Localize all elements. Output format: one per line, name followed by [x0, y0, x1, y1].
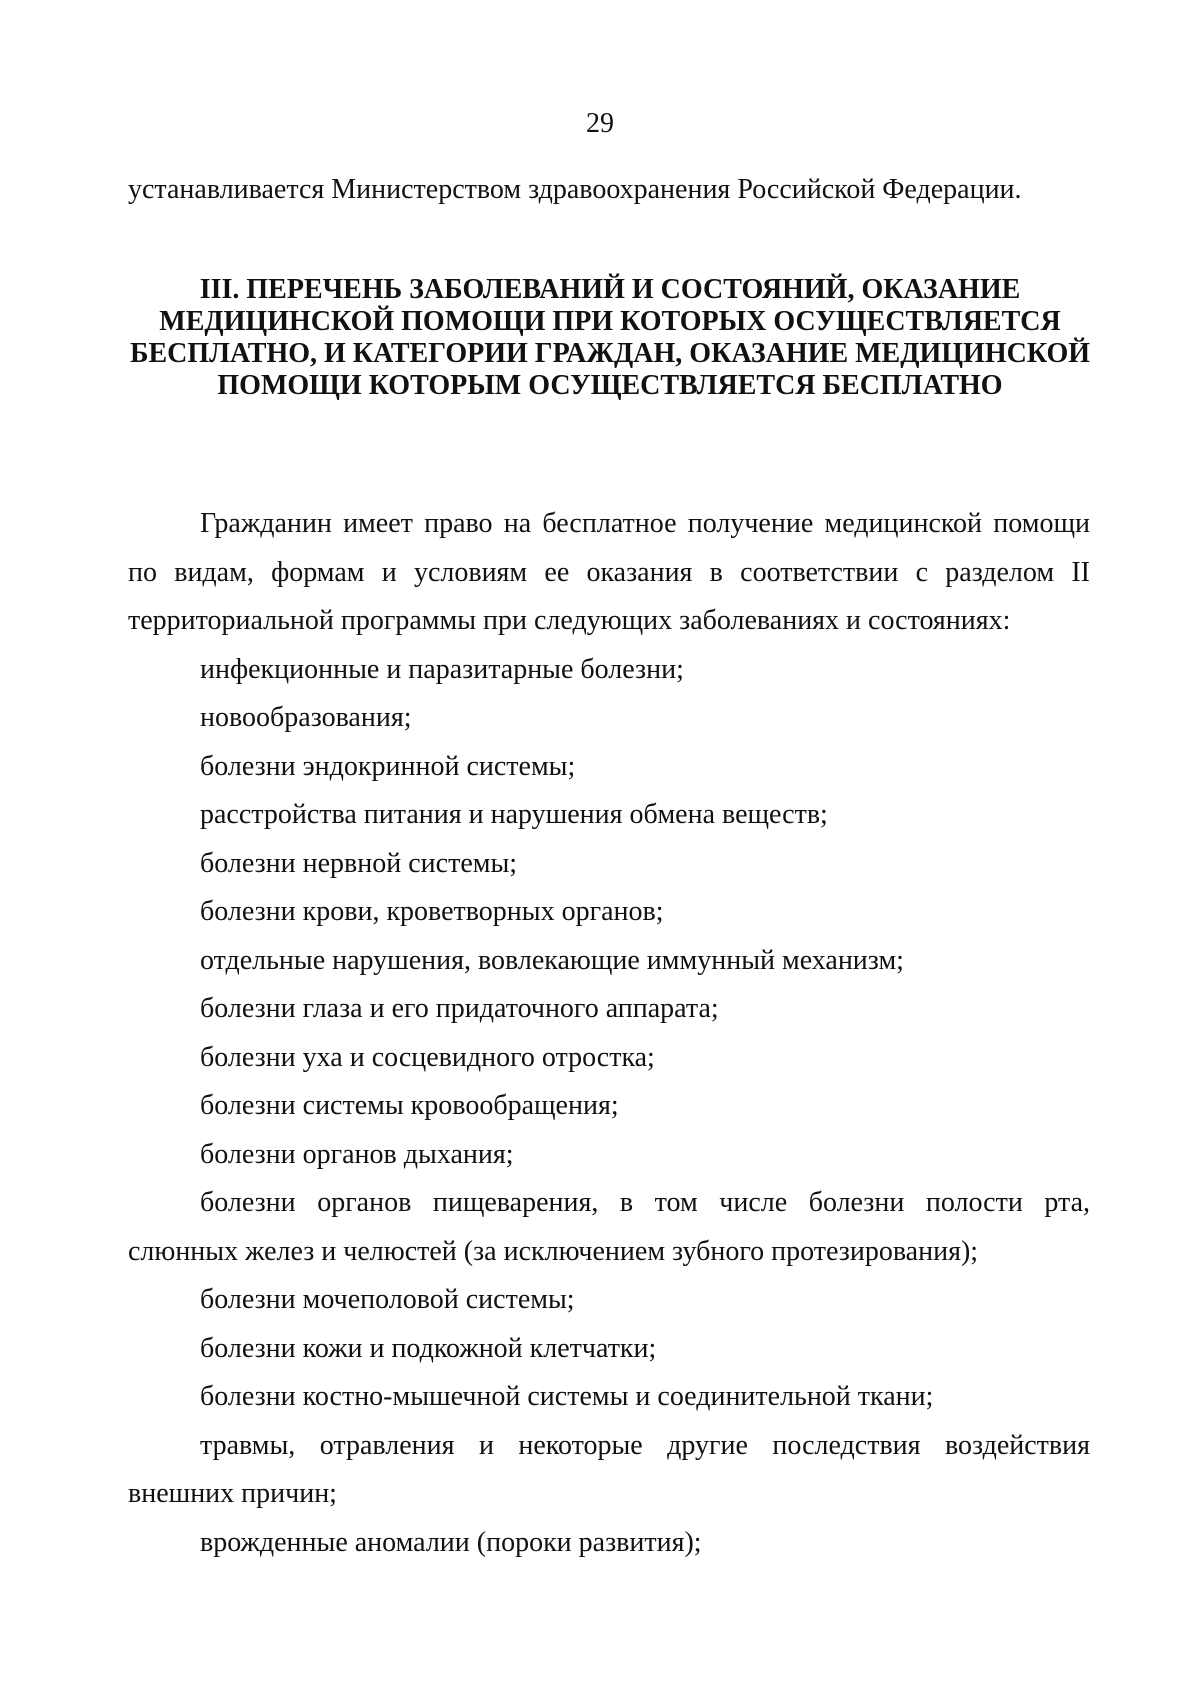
disease-list-item: болезни крови, кроветворных органов;: [200, 896, 664, 927]
disease-list-item: травмы, отравления и некоторые другие последствия воздействия внешних причин;: [128, 1429, 1090, 1509]
disease-list-item: болезни кожи и подкожной клетчатки;: [200, 1332, 657, 1364]
disease-list-item: болезни системы кровообращения;: [200, 1090, 619, 1121]
disease-list-item: болезни уха и сосцевидного отростка;: [200, 1041, 655, 1073]
section-heading-line: БЕСПЛАТНО, И КАТЕГОРИИ ГРАЖДАН, ОКАЗАНИЕ МЕДИЦИНСКОЙ: [129, 338, 1090, 369]
page-number: 29: [586, 108, 614, 139]
disease-list-item: врожденные аномалии (пороки развития);: [200, 1526, 702, 1558]
disease-list-item: новообразования;: [200, 702, 412, 733]
disease-list-item: расстройства питания и нарушения обмена веществ;: [200, 799, 828, 830]
section-heading-line: ПОМОЩИ КОТОРЫМ ОСУЩЕСТВЛЯЕТСЯ БЕСПЛАТНО: [217, 370, 1003, 401]
disease-list-item: болезни мочеполовой системы;: [200, 1284, 575, 1315]
disease-list-item: болезни костно-мышечной системы и соединительной ткани;: [200, 1381, 934, 1412]
disease-list-item: болезни эндокринной системы;: [200, 750, 576, 782]
continuation-text: устанавливается Министерством здравоохранения Российской Федерации.: [128, 174, 1022, 205]
disease-list-item: инфекционные и паразитарные болезни;: [200, 653, 684, 685]
disease-list-item: болезни глаза и его придаточного аппарата;: [200, 993, 719, 1024]
disease-list-item: болезни органов пищеварения, в том числе болезни полости рта, слюнных желез и челюстей (за исключением зубного протезирования);: [128, 1187, 1090, 1267]
section-heading-line: III. ПЕРЕЧЕНЬ ЗАБОЛЕВАНИЙ И СОСТОЯНИЙ, ОКАЗАНИЕ: [199, 274, 1021, 305]
disease-list-item: болезни органов дыхания;: [200, 1138, 514, 1170]
disease-list: [128, 646, 1090, 1568]
section-heading: [120, 274, 1100, 402]
disease-list-item: болезни нервной системы;: [200, 847, 518, 879]
section-heading-line: МЕДИЦИНСКОЙ ПОМОЩИ ПРИ КОТОРЫХ ОСУЩЕСТВЛЯЕТСЯ: [159, 306, 1061, 337]
section-body: [128, 500, 1090, 1567]
disease-list-item: отдельные нарушения, вовлекающие иммунный механизм;: [200, 944, 904, 976]
intro-paragraph: Гражданин имеет право на бесплатное получение медицинской помощи по видам, формам и условиям ее оказания в соответствии с разделом II территориальной программы при следующих заболеваниях и состояниях:: [128, 508, 1090, 636]
